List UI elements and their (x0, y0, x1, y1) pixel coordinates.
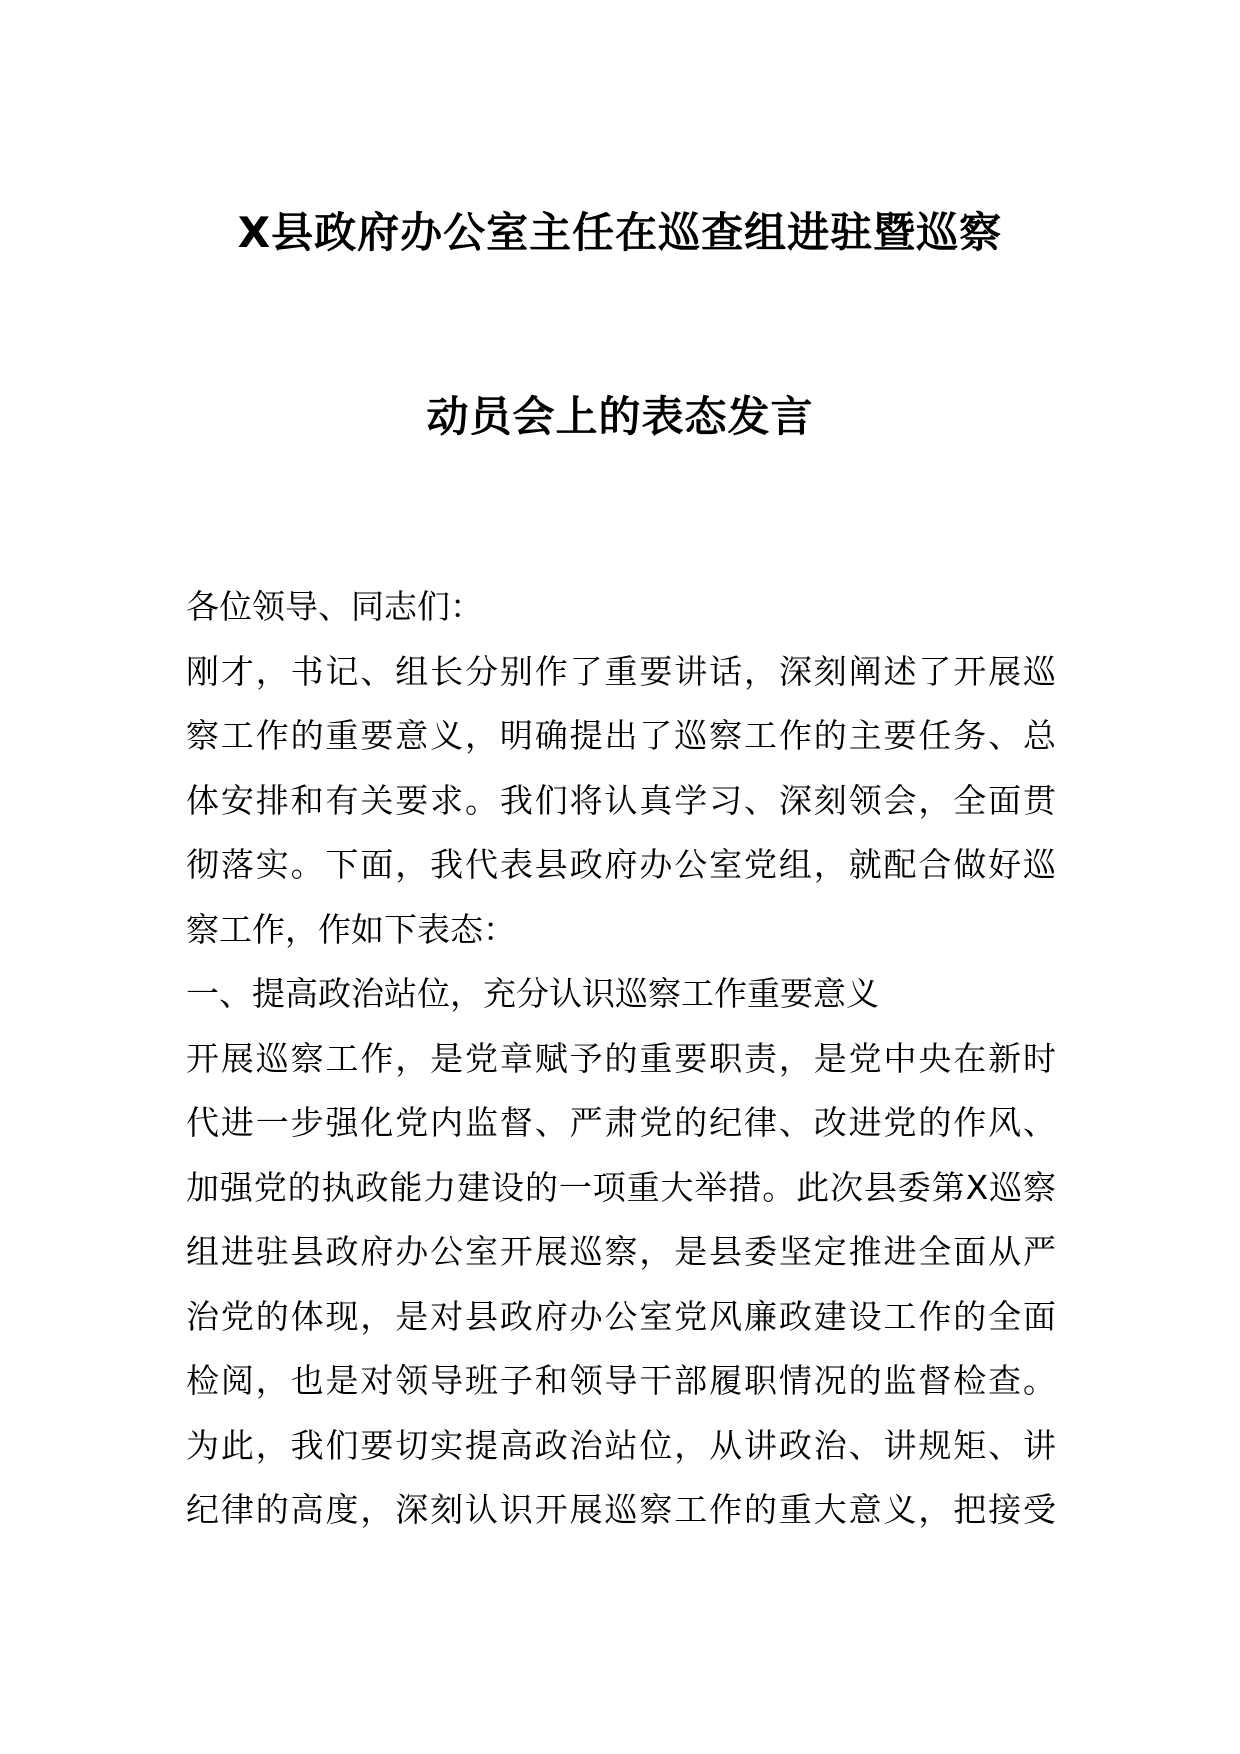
body-line: 刚才，书记、组长分别作了重要讲话，深刻阐述了开展巡 (186, 651, 1056, 691)
body-line: 为此，我们要切实提高政治站位，从讲政治、讲规矩、讲 (186, 1425, 1056, 1465)
body-line: 治党的体现，是对县政府办公室党风廉政建设工作的全面 (186, 1296, 1056, 1336)
body-line: 体安排和有关要求。我们将认真学习、深刻领会，全面贯 (186, 780, 1056, 820)
body-line: 检阅，也是对领导班子和领导干部履职情况的监督检查。 (186, 1361, 1056, 1400)
body-line: 纪律的高度，深刻认识开展巡察工作的重大意义，把接受 (186, 1490, 1056, 1529)
body-line: 代进一步强化党内监督、严肃党的纪律、改进党的作风、 (186, 1103, 1056, 1142)
document-title-line-1: X县政府办公室主任在巡查组进驻暨巡察 (237, 208, 1003, 257)
body-line: 开展巡察工作，是党章赋予的重要职责，是党中央在新时 (186, 1038, 1056, 1078)
body-line: 察工作的重要意义，明确提出了巡察工作的主要任务、总 (186, 716, 1056, 755)
salutation: 各位领导、同志们： (186, 587, 483, 626)
document-title-line-2: 动员会上的表态发言 (426, 392, 814, 441)
body-line: 组进驻县政府办公室开展巡察，是县委坚定推进全面从严 (186, 1232, 1056, 1271)
document-body (186, 575, 1056, 1543)
body-line: 加强党的执政能力建设的一项重大举措。此次县委第X巡察 (186, 1167, 1056, 1207)
section-heading: 一、提高政治站位，充分认识巡察工作重要意义 (186, 974, 879, 1013)
body-line: 察工作，作如下表态： (186, 909, 516, 949)
body-line: 彻落实。下面，我代表县政府办公室党组，就配合做好巡 (186, 845, 1056, 884)
